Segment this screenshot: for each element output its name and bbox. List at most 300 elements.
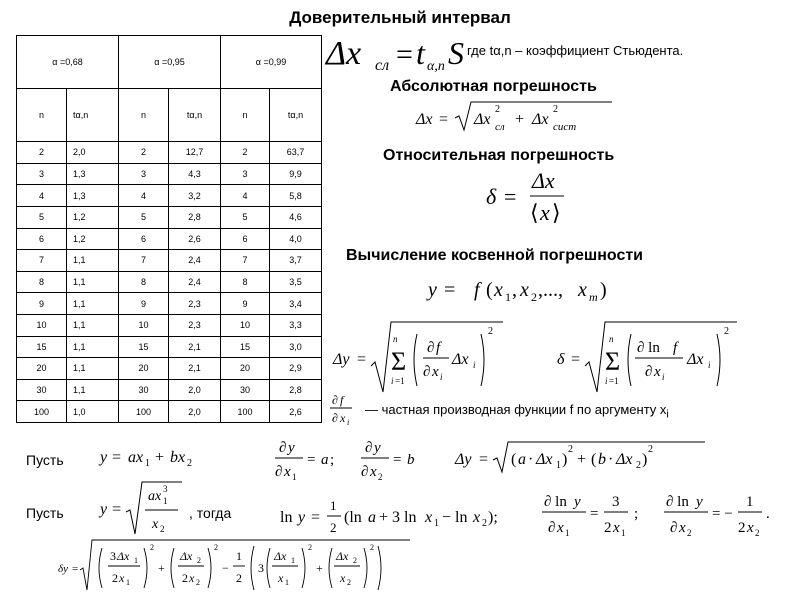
svg-text:+: + xyxy=(316,561,323,575)
svg-text:Δx: Δx xyxy=(532,111,549,128)
svg-text:∂: ∂ xyxy=(427,340,435,356)
student-table xyxy=(16,35,322,423)
table-cell: 9 xyxy=(119,293,169,315)
table-cell: 3 xyxy=(119,163,169,185)
svg-text:сл: сл xyxy=(495,121,505,133)
svg-text:f: f xyxy=(340,393,344,407)
table-cell: 3 xyxy=(221,163,270,185)
svg-text:=: = xyxy=(307,452,316,468)
svg-text:2: 2 xyxy=(187,458,192,469)
svg-text:Δx: Δx xyxy=(117,549,130,563)
table-cell: 3,7 xyxy=(270,250,322,272)
svg-text:x: x xyxy=(679,520,686,536)
svg-text:S: S xyxy=(448,35,464,71)
svg-text:=: = xyxy=(590,506,599,522)
svg-text:Δx: Δx xyxy=(474,111,491,128)
svg-text:Δx: Δx xyxy=(416,111,433,128)
svg-text:2: 2 xyxy=(353,556,357,565)
svg-text:=: = xyxy=(439,111,449,128)
svg-text:2: 2 xyxy=(182,571,188,585)
svg-text:2: 2 xyxy=(488,326,493,337)
example2-error-formula xyxy=(58,538,418,594)
example2-log-formula xyxy=(280,494,530,540)
table-cell: 5,8 xyxy=(270,185,322,207)
table-cell: 2,0 xyxy=(67,142,119,164)
svg-text:=1: =1 xyxy=(609,376,619,386)
svg-text:ax: ax xyxy=(128,449,144,466)
svg-text:x: x xyxy=(473,509,481,526)
svg-text:y: y xyxy=(100,449,108,466)
table-cell: 10 xyxy=(119,314,169,336)
svg-text:1: 1 xyxy=(746,494,754,510)
svg-text:n: n xyxy=(393,334,398,344)
svg-text:∂: ∂ xyxy=(670,520,678,536)
table-cell: 30 xyxy=(17,379,67,401)
column-header: n xyxy=(119,89,169,142)
svg-text:ln: ln xyxy=(280,509,293,526)
table-cell: 1,1 xyxy=(67,379,119,401)
column-header: n xyxy=(17,89,67,142)
svg-text:x: x xyxy=(278,571,284,585)
heading-relative-error: Относительная погрешность xyxy=(383,147,615,164)
indirect-relative-error-formula xyxy=(557,320,747,396)
svg-text:): ) xyxy=(642,451,648,468)
svg-text:=: = xyxy=(571,351,581,368)
example1-function-formula xyxy=(100,442,220,470)
svg-text:Δx: Δx xyxy=(452,351,469,368)
table-row xyxy=(17,142,322,164)
svg-text:Δx: Δx xyxy=(326,35,362,72)
table-cell: 3,2 xyxy=(169,185,221,207)
svg-text:a: a xyxy=(518,451,526,468)
svg-text:+: + xyxy=(515,111,525,128)
column-header: tα,n xyxy=(270,89,322,142)
then-word: , тогда xyxy=(189,505,232,521)
svg-text:∂: ∂ xyxy=(645,364,653,380)
svg-text:1: 1 xyxy=(621,528,626,538)
table-cell: 2,9 xyxy=(270,358,322,380)
svg-text:x: x xyxy=(284,464,291,480)
svg-text:x: x xyxy=(557,520,564,536)
example1-error-formula xyxy=(455,440,715,476)
indirect-absolute-error-formula xyxy=(333,320,523,396)
svg-text:сист: сист xyxy=(553,121,577,133)
table-cell: 5 xyxy=(119,206,169,228)
svg-text:∂: ∂ xyxy=(365,440,373,456)
table-cell: 15 xyxy=(119,336,169,358)
svg-text:): ) xyxy=(600,279,607,301)
svg-text:2: 2 xyxy=(347,578,351,587)
example2-partials-formula xyxy=(540,486,790,542)
table-cell: 2,1 xyxy=(169,336,221,358)
svg-text:2: 2 xyxy=(197,556,201,565)
svg-text:x: x xyxy=(540,200,550,225)
svg-text:1: 1 xyxy=(285,578,289,587)
table-cell: 9 xyxy=(221,293,270,315)
alpha-header: α =0,99 xyxy=(221,36,322,89)
svg-text:2: 2 xyxy=(648,444,653,455)
svg-text:⟩: ⟩ xyxy=(552,200,561,225)
svg-text:∂: ∂ xyxy=(548,520,556,536)
function-definition-formula xyxy=(428,272,648,306)
table-cell: 6 xyxy=(119,228,169,250)
svg-text:x: x xyxy=(432,364,439,380)
svg-text:y: y xyxy=(288,440,295,456)
svg-text:;: ; xyxy=(330,452,335,468)
svg-text:i: i xyxy=(708,360,711,370)
svg-text:1: 1 xyxy=(291,556,295,565)
svg-text:x: x xyxy=(340,571,346,585)
svg-text:;: ; xyxy=(634,506,639,522)
table-cell: 5 xyxy=(17,206,67,228)
svg-text:1: 1 xyxy=(505,290,511,304)
table-cell: 5 xyxy=(221,206,270,228)
svg-text:2: 2 xyxy=(196,578,200,587)
svg-text:x: x xyxy=(654,364,661,380)
svg-text:·: · xyxy=(608,451,614,468)
table-cell: 2,8 xyxy=(169,206,221,228)
table-cell: 1,1 xyxy=(67,358,119,380)
svg-text:x: x xyxy=(189,571,195,585)
svg-text:2: 2 xyxy=(330,520,337,535)
svg-text:Δx: Δx xyxy=(180,549,193,563)
table-cell: 2,6 xyxy=(270,401,322,423)
table-cell: 1,1 xyxy=(67,271,119,293)
svg-text:Δy: Δy xyxy=(333,351,350,368)
svg-text:=: = xyxy=(311,509,321,526)
let-label-1: Пусть xyxy=(26,452,64,468)
table-cell: 2,4 xyxy=(169,271,221,293)
svg-text:2: 2 xyxy=(308,543,312,552)
svg-text:∂: ∂ xyxy=(332,393,338,407)
table-cell: 6 xyxy=(17,228,67,250)
svg-text:+: + xyxy=(577,451,587,468)
svg-text:Δx: Δx xyxy=(536,451,553,468)
svg-text:3: 3 xyxy=(258,561,264,575)
svg-text:2: 2 xyxy=(150,543,154,552)
table-cell: 3 xyxy=(17,163,67,185)
svg-text:δ: δ xyxy=(557,351,565,368)
partial-note-subscript: i xyxy=(666,408,669,421)
heading-indirect-error: Вычисление косвенной погрешности xyxy=(346,247,644,264)
svg-text:x: x xyxy=(425,509,433,526)
table-cell: 8 xyxy=(221,271,270,293)
svg-text:1: 1 xyxy=(134,556,138,565)
table-cell: 3,4 xyxy=(270,293,322,315)
table-cell: 1,1 xyxy=(67,293,119,315)
svg-text:2: 2 xyxy=(553,104,558,115)
svg-text:⟨: ⟨ xyxy=(530,200,539,225)
svg-text:Δx: Δx xyxy=(687,351,704,368)
table-row xyxy=(17,271,322,293)
svg-text:=: = xyxy=(393,452,402,468)
svg-text:1: 1 xyxy=(163,496,168,506)
svg-text:Δx: Δx xyxy=(274,549,287,563)
student-note: где tα,n – коэффициент Стьюдента. xyxy=(467,43,684,58)
svg-text:=: = xyxy=(396,38,413,71)
svg-text:2: 2 xyxy=(755,528,760,538)
svg-text:3: 3 xyxy=(110,549,116,563)
svg-text:2: 2 xyxy=(378,472,383,482)
table-row xyxy=(17,336,322,358)
table-cell: 2,6 xyxy=(169,228,221,250)
svg-text:,: , xyxy=(512,279,517,301)
table-cell: 100 xyxy=(119,401,169,423)
table-cell: 30 xyxy=(119,379,169,401)
svg-text:x: x xyxy=(119,571,125,585)
table-cell: 7 xyxy=(119,250,169,272)
table-row xyxy=(17,163,322,185)
let-label-2: Пусть xyxy=(26,505,64,521)
svg-text:= −: = − xyxy=(712,506,733,522)
svg-text:=: = xyxy=(112,501,122,518)
svg-text:);: ); xyxy=(488,509,498,526)
table-column-header-row xyxy=(17,89,322,142)
alpha-header: α =0,95 xyxy=(119,36,221,89)
svg-text:∂ ln: ∂ ln xyxy=(666,494,689,510)
table-row xyxy=(17,379,322,401)
svg-text:Δy: Δy xyxy=(455,451,472,468)
table-cell: 15 xyxy=(221,336,270,358)
table-cell: 1,0 xyxy=(67,401,119,423)
table-cell: 6 xyxy=(221,228,270,250)
svg-text:y: y xyxy=(696,494,703,510)
table-cell: 10 xyxy=(221,314,270,336)
svg-text:3: 3 xyxy=(163,484,168,494)
svg-text:a: a xyxy=(321,452,329,468)
table-cell: 10 xyxy=(17,314,67,336)
svg-text:=: = xyxy=(444,279,456,301)
svg-text:− ln: − ln xyxy=(442,509,468,526)
table-alpha-row xyxy=(17,36,322,89)
svg-text:Δx: Δx xyxy=(532,168,555,193)
svg-text:i: i xyxy=(662,372,665,382)
svg-text:+: + xyxy=(155,449,165,466)
svg-text:y: y xyxy=(100,501,108,518)
svg-text:·: · xyxy=(528,451,534,468)
svg-text:сл: сл xyxy=(375,57,390,74)
svg-text:i: i xyxy=(391,376,394,386)
svg-text:i: i xyxy=(440,372,443,382)
table-cell: 1,1 xyxy=(67,314,119,336)
table-cell: 2,1 xyxy=(169,358,221,380)
svg-text:1: 1 xyxy=(565,528,570,538)
table-cell: 20 xyxy=(221,358,270,380)
column-header: tα,n xyxy=(169,89,221,142)
table-row xyxy=(17,358,322,380)
table-row xyxy=(17,185,322,207)
table-cell: 7 xyxy=(17,250,67,272)
relative-error-formula xyxy=(486,166,586,230)
partial-note-text: — частная производная функции f по аргументу x xyxy=(365,402,667,417)
table-row xyxy=(17,314,322,336)
svg-text:α,n: α,n xyxy=(427,59,445,74)
svg-text:−: − xyxy=(222,561,229,575)
page-title: Доверительный интервал xyxy=(289,8,511,27)
svg-text:f: f xyxy=(474,279,480,301)
svg-text:(ln: (ln xyxy=(344,509,362,526)
svg-text:∂: ∂ xyxy=(275,464,283,480)
svg-text:t: t xyxy=(416,35,425,71)
svg-text:∂ ln: ∂ ln xyxy=(637,340,660,356)
svg-text:x: x xyxy=(340,411,346,425)
svg-text:b: b xyxy=(598,451,606,468)
svg-text:=: = xyxy=(357,351,367,368)
svg-text:2: 2 xyxy=(482,518,487,529)
confidence-interval-formula xyxy=(326,34,466,74)
table-cell: 2,3 xyxy=(169,293,221,315)
table-cell: 8 xyxy=(119,271,169,293)
table-cell: 20 xyxy=(17,358,67,380)
svg-text:1: 1 xyxy=(556,460,561,471)
table-cell: 1,1 xyxy=(67,336,119,358)
svg-text:x: x xyxy=(370,464,377,480)
table-cell: 100 xyxy=(17,401,67,423)
svg-text:b: b xyxy=(407,452,415,468)
svg-text:i: i xyxy=(473,360,476,370)
table-cell: 3,0 xyxy=(270,336,322,358)
svg-text:2: 2 xyxy=(112,571,118,585)
svg-text:Σ: Σ xyxy=(391,347,407,376)
table-cell: 3,3 xyxy=(270,314,322,336)
column-header: n xyxy=(221,89,270,142)
svg-text:δy: δy xyxy=(58,563,68,575)
svg-text:2: 2 xyxy=(531,290,537,304)
table-cell: 1,1 xyxy=(67,250,119,272)
svg-text:x: x xyxy=(152,517,159,532)
svg-text:δ: δ xyxy=(486,184,497,209)
svg-text:∂ ln: ∂ ln xyxy=(544,494,567,510)
svg-text:Δx: Δx xyxy=(336,549,349,563)
table-cell: 2,4 xyxy=(169,250,221,272)
table-cell: 3,5 xyxy=(270,271,322,293)
svg-text:2: 2 xyxy=(236,571,242,585)
svg-text:+: + xyxy=(158,561,165,575)
svg-text:x: x xyxy=(520,279,529,301)
absolute-error-formula xyxy=(416,100,616,136)
svg-text:=: = xyxy=(112,449,122,466)
table-row xyxy=(17,250,322,272)
svg-text:2: 2 xyxy=(604,520,612,536)
svg-text:1: 1 xyxy=(236,549,242,563)
table-row xyxy=(17,293,322,315)
svg-text:2: 2 xyxy=(724,326,729,337)
svg-text:1: 1 xyxy=(145,458,150,469)
svg-text:∂: ∂ xyxy=(332,411,338,425)
table-cell: 2 xyxy=(17,142,67,164)
svg-text:): ) xyxy=(562,451,568,468)
table-cell: 2,3 xyxy=(169,314,221,336)
table-cell: 8 xyxy=(17,271,67,293)
table-cell: 2,0 xyxy=(169,401,221,423)
svg-text:(: ( xyxy=(591,451,597,468)
svg-text:bx: bx xyxy=(170,449,186,466)
svg-text:y: y xyxy=(428,279,437,301)
svg-text:ax: ax xyxy=(148,489,162,504)
svg-text:3: 3 xyxy=(612,494,620,510)
svg-text:i: i xyxy=(605,376,608,386)
svg-text:2: 2 xyxy=(687,528,692,538)
svg-text:x: x xyxy=(747,520,754,536)
svg-text:.: . xyxy=(766,506,770,522)
svg-text:x: x xyxy=(613,520,620,536)
svg-text:2: 2 xyxy=(636,460,641,471)
table-cell: 15 xyxy=(17,336,67,358)
column-header: tα,n xyxy=(67,89,119,142)
alpha-header: α =0,68 xyxy=(17,36,119,89)
table-cell: 30 xyxy=(221,379,270,401)
svg-text:Δx: Δx xyxy=(616,451,633,468)
heading-absolute-error: Абсолютная погрешность xyxy=(390,78,597,95)
svg-text:f: f xyxy=(673,340,678,356)
table-cell: 20 xyxy=(119,358,169,380)
svg-text:+ 3 ln: + 3 ln xyxy=(379,509,417,526)
svg-text:2: 2 xyxy=(495,104,500,115)
svg-text:2: 2 xyxy=(160,524,165,534)
svg-text:=: = xyxy=(479,451,489,468)
table-cell: 12,7 xyxy=(169,142,221,164)
table-row xyxy=(17,228,322,250)
example1-partials-formula xyxy=(273,432,433,488)
svg-text:1: 1 xyxy=(126,578,130,587)
table-cell: 4 xyxy=(17,185,67,207)
svg-text:(: ( xyxy=(486,279,493,301)
svg-text:y: y xyxy=(574,494,581,510)
svg-text:,...,: ,..., xyxy=(538,279,563,301)
svg-text:y: y xyxy=(374,440,381,456)
svg-text:i: i xyxy=(347,418,350,427)
table-cell: 100 xyxy=(221,401,270,423)
svg-text:∂: ∂ xyxy=(423,364,431,380)
svg-text:x: x xyxy=(494,279,503,301)
svg-text:∂: ∂ xyxy=(279,440,287,456)
svg-text:m: m xyxy=(589,290,598,304)
svg-text:x: x xyxy=(578,279,587,301)
svg-text:n: n xyxy=(609,334,614,344)
svg-text:=: = xyxy=(72,563,79,575)
svg-text:2: 2 xyxy=(568,444,573,455)
svg-text:1: 1 xyxy=(434,518,439,529)
svg-text:(: ( xyxy=(511,451,517,468)
table-cell: 7 xyxy=(221,250,270,272)
table-cell: 2,0 xyxy=(169,379,221,401)
table-cell: 1,2 xyxy=(67,228,119,250)
table-row xyxy=(17,206,322,228)
example2-function-formula xyxy=(100,478,190,538)
table-cell: 9,9 xyxy=(270,163,322,185)
table-cell: 2 xyxy=(221,142,270,164)
partial-derivative-symbol xyxy=(330,390,360,430)
svg-text:2: 2 xyxy=(214,543,218,552)
table-cell: 4 xyxy=(221,185,270,207)
svg-text:∂: ∂ xyxy=(361,464,369,480)
table-cell: 4,3 xyxy=(169,163,221,185)
svg-text:1: 1 xyxy=(292,472,297,482)
table-cell: 63,7 xyxy=(270,142,322,164)
svg-text:a: a xyxy=(368,509,376,526)
table-cell: 4,0 xyxy=(270,228,322,250)
svg-text:f: f xyxy=(436,340,441,356)
table-cell: 1,3 xyxy=(67,185,119,207)
svg-text:1: 1 xyxy=(330,498,337,513)
svg-text:=: = xyxy=(504,184,517,209)
partial-derivative-note xyxy=(365,402,669,421)
svg-text:2: 2 xyxy=(370,543,374,552)
table-cell: 1,2 xyxy=(67,206,119,228)
table-cell: 2,8 xyxy=(270,379,322,401)
table-cell: 4 xyxy=(119,185,169,207)
svg-text:y: y xyxy=(298,509,306,526)
